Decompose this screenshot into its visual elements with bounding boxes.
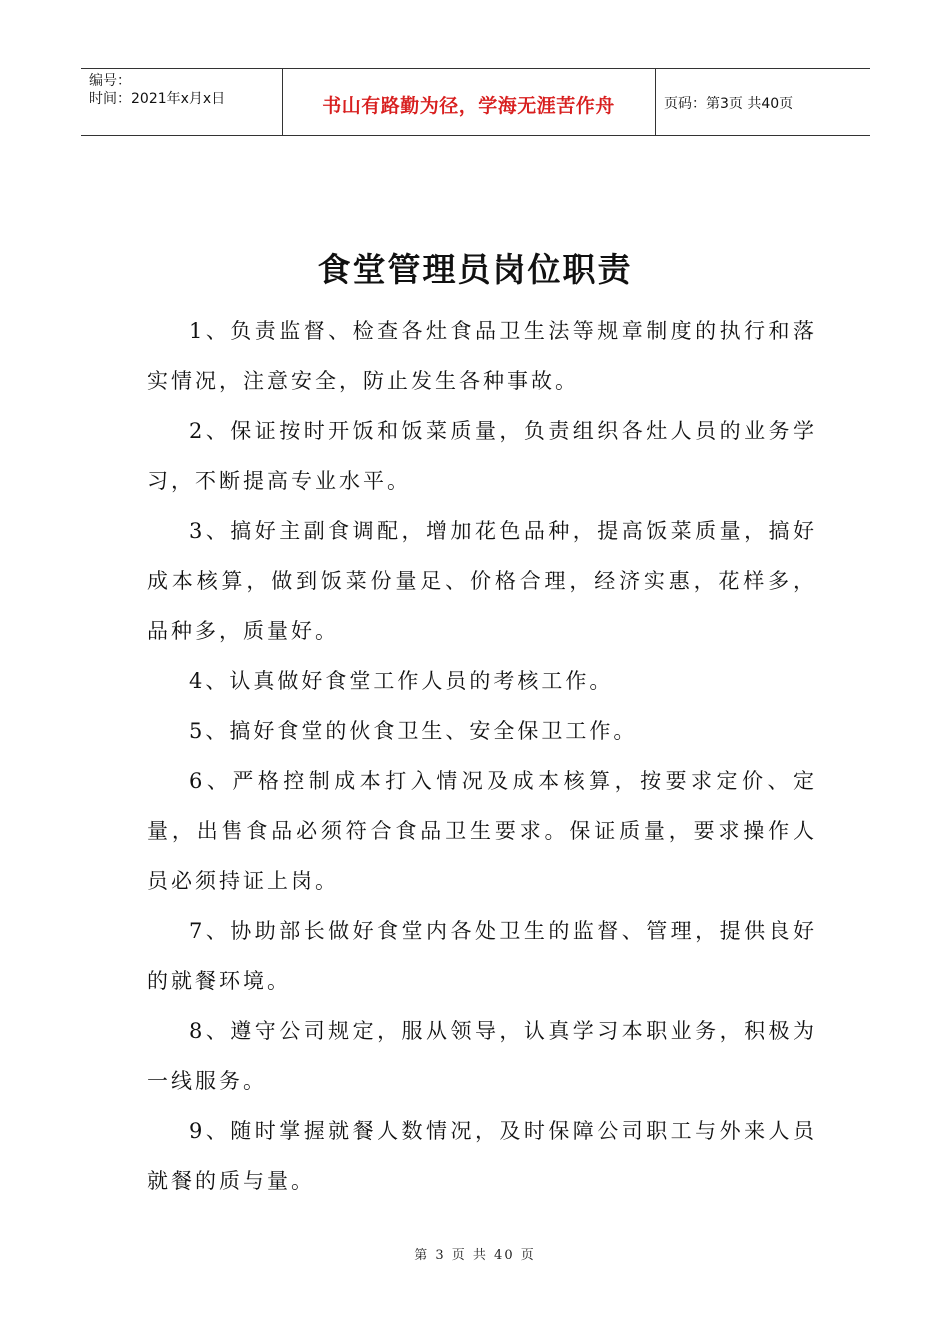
header-motto: 书山有路勤为径，学海无涯苦作舟: [322, 95, 615, 117]
paragraph-7: 7、协助部长做好食堂内各处卫生的监督、管理，提供良好的就餐环境。: [147, 919, 817, 993]
paragraph-2: 2、保证按时开饭和饭菜质量，负责组织各灶人员的业务学习，不断提高专业水平。: [147, 419, 817, 493]
header-rule-top: [81, 68, 870, 69]
paragraph-4: 4、认真做好食堂工作人员的考核工作。: [189, 669, 614, 693]
header-left: [89, 72, 225, 108]
header-rule-bottom: [81, 135, 870, 136]
number-label: 编号：: [89, 73, 131, 89]
paragraph-3: 3、搞好主副食调配，增加花色品种，提高饭菜质量，搞好成本核算，做到饭菜份量足、价格合理，经济实惠，花样多，品种多，质量好。: [147, 519, 817, 643]
header-divider-right: [655, 68, 656, 136]
paragraph-6: 6、严格控制成本打入情况及成本核算，按要求定价、定量，出售食品必须符合食品卫生要求。保证质量，要求操作人员必须持证上岗。: [147, 769, 817, 893]
time-label: 时间：2021年x月x日: [89, 91, 226, 107]
paragraph-9: 9、随时掌握就餐人数情况，及时保障公司职工与外来人员就餐的质与量。: [147, 1119, 817, 1193]
paragraph-8: 8、遵守公司规定，服从领导，认真学习本职业务，积极为一线服务。: [147, 1019, 817, 1093]
header-page-label: 页码：第3页 共40页: [664, 96, 794, 112]
document-body: [147, 306, 817, 1206]
paragraph-5: 5、搞好食堂的伙食卫生、安全保卫工作。: [189, 719, 638, 743]
document-title: 食堂管理员岗位职责: [317, 250, 633, 289]
footer-page-number: 第 3 页 共 40 页: [414, 1248, 536, 1263]
paragraph-1: 1、负责监督、检查各灶食品卫生法等规章制度的执行和落实情况，注意安全，防止发生各种事故。: [147, 319, 817, 393]
